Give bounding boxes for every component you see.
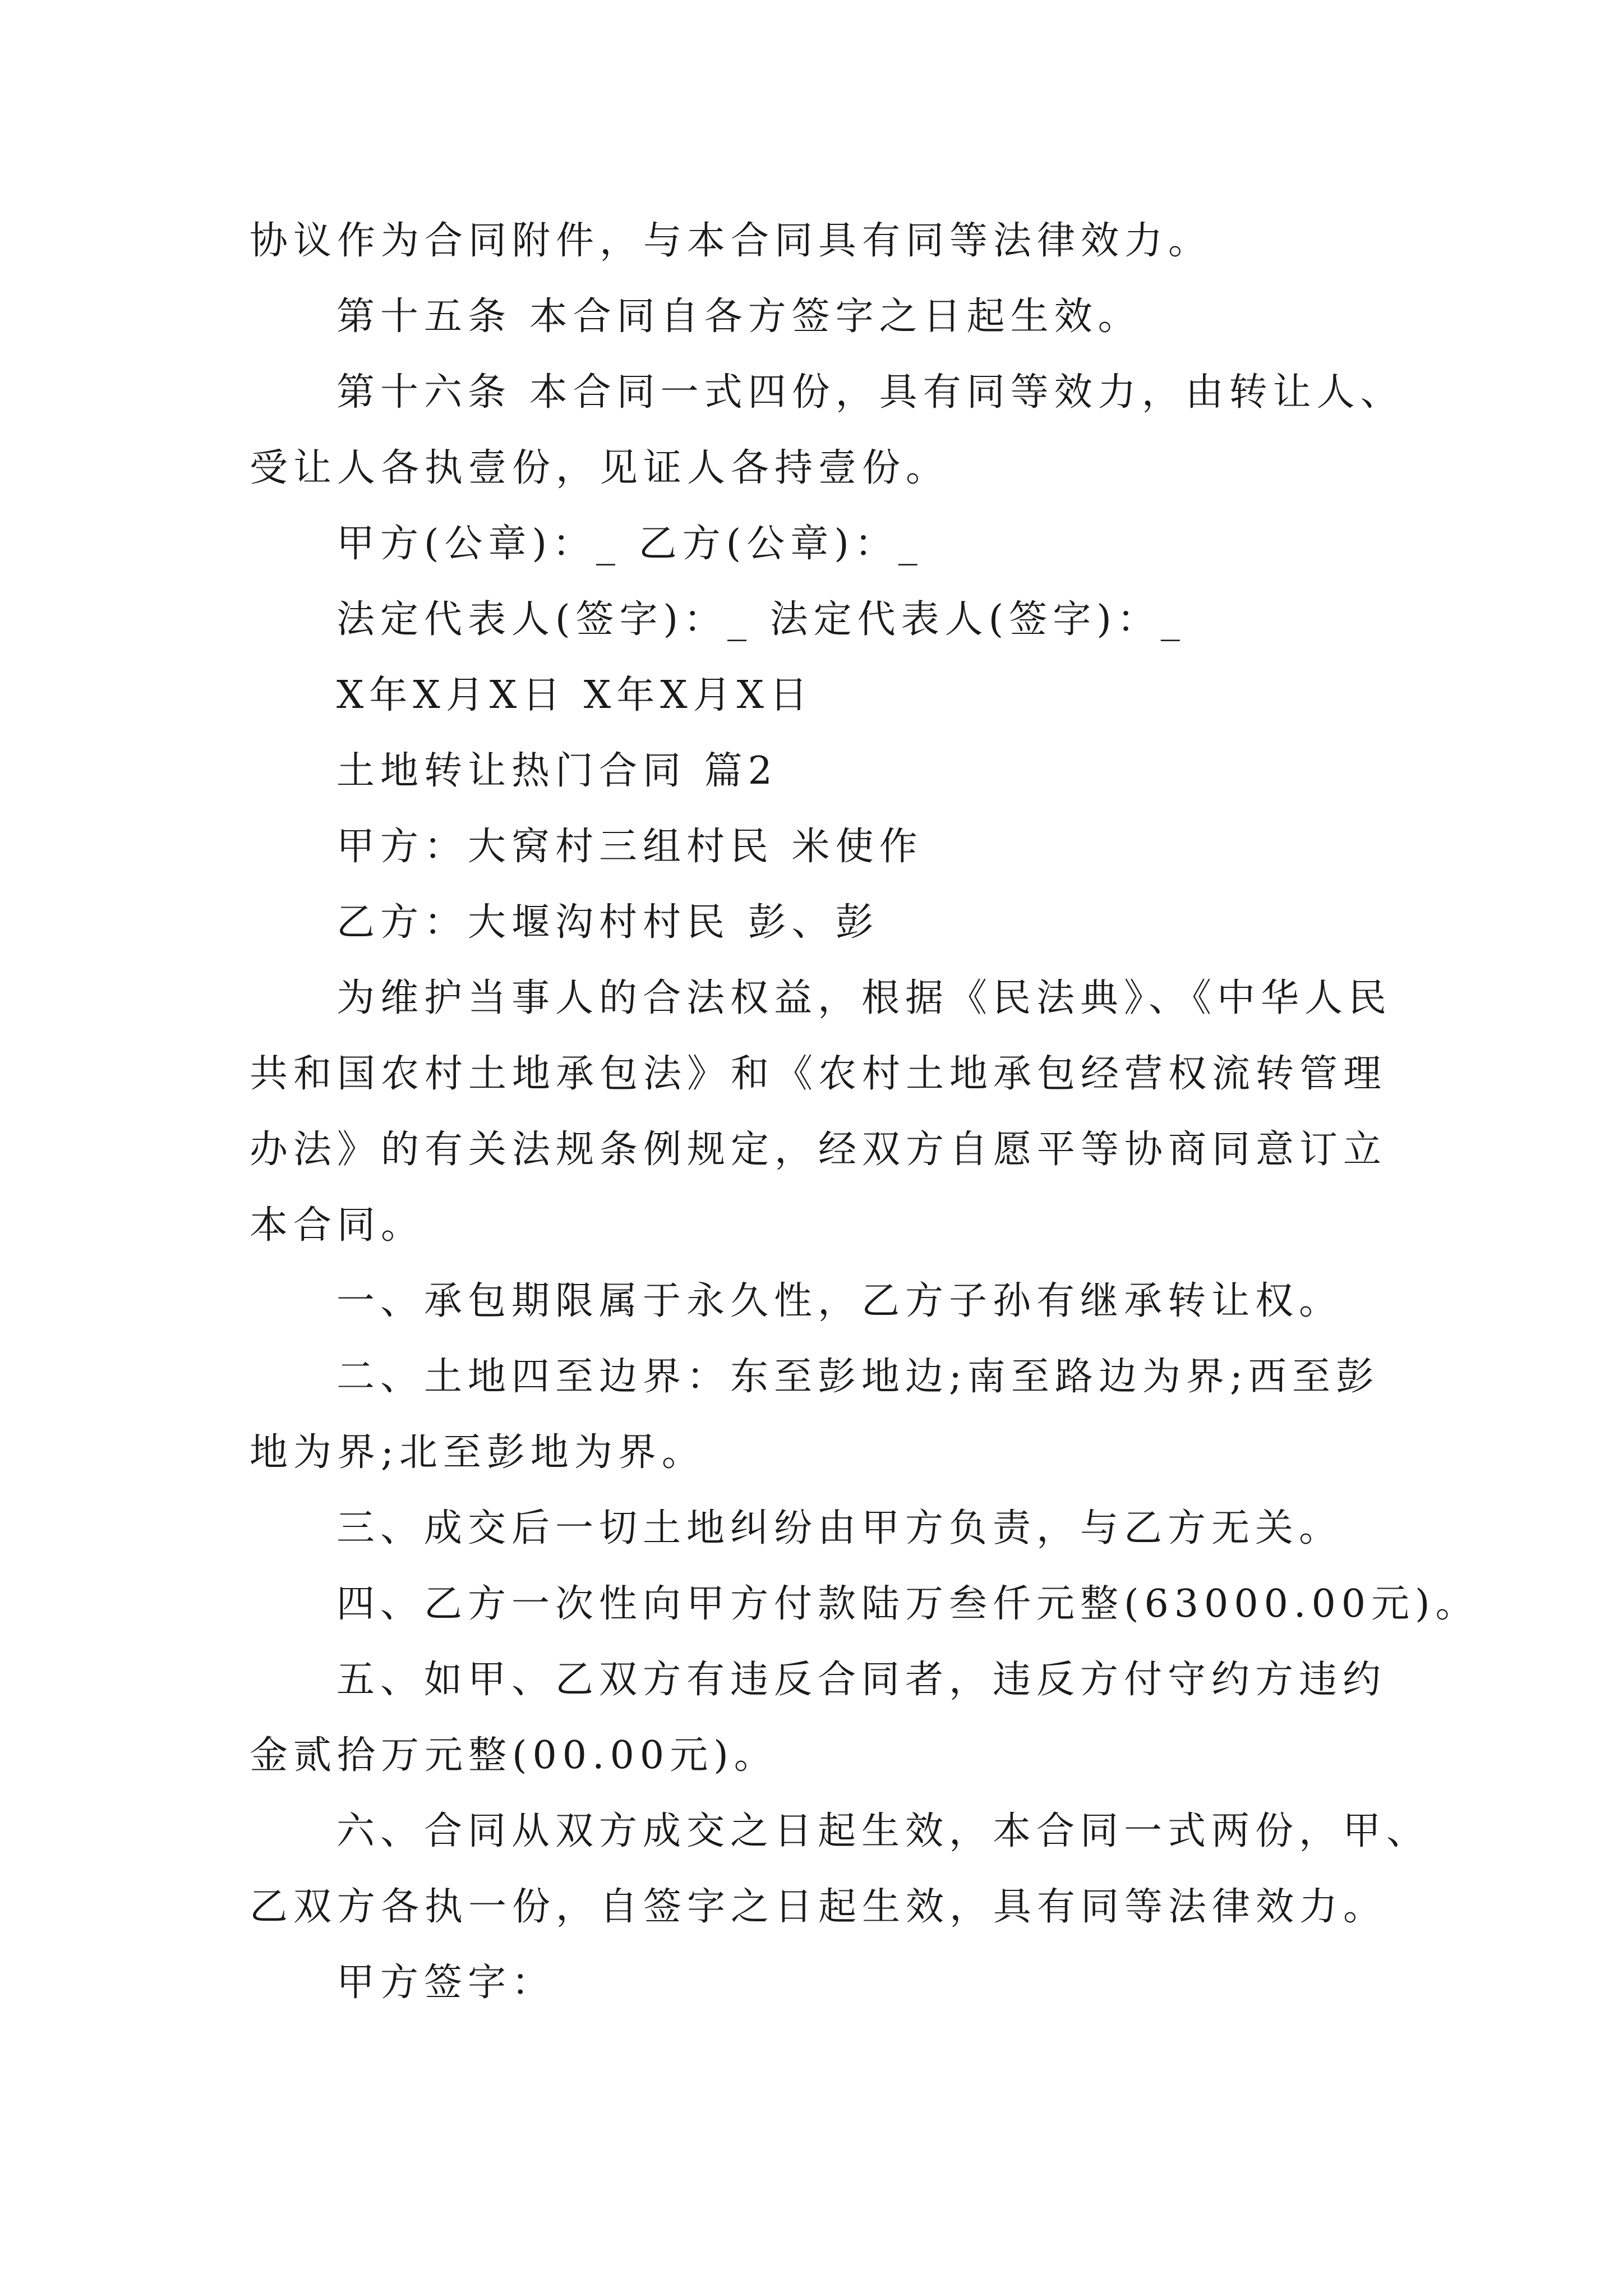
text-line: 为维护当事人的合法权益，根据《民法典》、《中华人民 <box>336 976 1393 1020</box>
text-line: 五、如甲、乙双方有违反合同者，违反方付守约方违约 <box>336 1658 1387 1702</box>
section-heading: 土地转让热门合同 篇2 <box>336 749 778 793</box>
text-line: 法定代表人(签字)：_ 法定代表人(签字)：_ <box>336 597 1186 642</box>
signature-label: 甲方签字： <box>336 1961 556 2005</box>
text-line: 四、乙方一次性向甲方付款陆万叁仟元整(63000.00元)。 <box>336 1582 1479 1626</box>
text-line: 金贰拾万元整(00.00元)。 <box>250 1733 778 1778</box>
text-line: 乙双方各执一份，自签字之日起生效，具有同等法律效力。 <box>250 1885 1387 1929</box>
text-line: 第十六条 本合同一式四份，具有同等效力，由转让人、 <box>336 370 1404 415</box>
text-line: 三、成交后一切土地纠纷由甲方负责，与乙方无关。 <box>336 1506 1343 1550</box>
text-line: 第十五条 本合同自各方签字之日起生效。 <box>336 295 1142 339</box>
text-line: 受让人各执壹份，见证人各持壹份。 <box>250 446 950 490</box>
text-line: 本合同。 <box>250 1203 425 1248</box>
text-line: 甲方(公章)：_ 乙方(公章)：_ <box>336 522 923 566</box>
text-line: 甲方：大窝村三组村民 米使作 <box>336 825 923 869</box>
text-line: 一、承包期限属于永久性，乙方子孙有继承转让权。 <box>336 1279 1343 1323</box>
text-line: 六、合同从双方成交之日起生效，本合同一式两份，甲、 <box>336 1809 1431 1853</box>
text-line: 共和国农村土地承包法》和《农村土地承包经营权流转管理 <box>250 1052 1387 1096</box>
text-line: X年X月X日 X年X月X日 <box>336 673 814 717</box>
text-line: 二、土地四至边界：东至彭地边;南至路边为界;西至彭 <box>336 1355 1380 1399</box>
text-line: 地为界;北至彭地为界。 <box>250 1430 706 1475</box>
text-line: 协议作为合同附件，与本合同具有同等法律效力。 <box>250 219 1212 263</box>
text-line: 办法》的有关法规条例规定，经双方自愿平等协商同意订立 <box>250 1128 1387 1172</box>
text-line: 乙方：大堰沟村村民 彭、彭 <box>336 900 879 945</box>
